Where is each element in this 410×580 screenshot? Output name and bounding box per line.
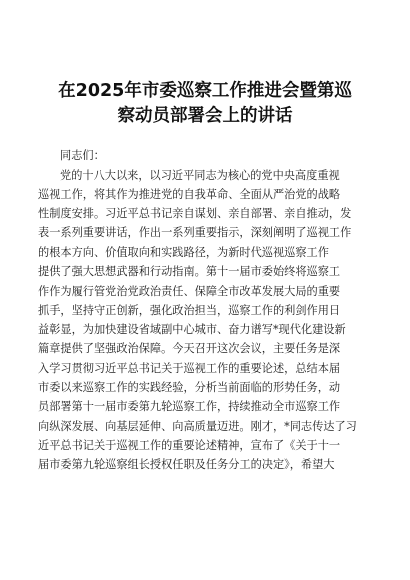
- body-line-12: 市委以来巡察工作的实践经验，分析当前面临的形势任务，动: [38, 381, 341, 394]
- body-line-6: 提供了强大思想武器和行动指南。第十一届市委始终将巡察工: [38, 265, 341, 278]
- greeting: 同志们：: [60, 149, 105, 162]
- body-line-9: 益彰显，为加快建设省域副中心城市、奋力谱写*现代化建设新: [38, 323, 346, 336]
- body-line-8: 抓手，坚持守正创新，强化政治担当，巡察工作的利剑作用日: [38, 304, 341, 317]
- body-line-2: 巡视工作，将其作为推进党的自我革命、全面从严治党的战略: [38, 188, 341, 201]
- body-line-15: 近平总书记关于巡视工作的重要论述精神，宣布了《关于十一: [38, 439, 341, 452]
- body-line-5: 的根本方向、价值取向和实践路径，为新时代巡视巡察工作: [38, 246, 329, 259]
- body-line-11: 入学习贯彻习近平总书记关于巡视工作的重要论述，总结本届: [38, 362, 341, 375]
- body-line-13: 员部署第十一届市委第九轮巡察工作，持续推动全市巡察工作: [38, 400, 341, 413]
- body-line-4: 表一系列重要讲话，作出一系列重要指示，深刻阐明了巡视工作: [38, 226, 352, 239]
- body-line-16: 届市委第九轮巡察组长授权任职及任务分工的决定》，希望大: [38, 458, 335, 471]
- title-line-1: 在2025年市委巡察工作推进会暨第巡: [58, 81, 352, 101]
- body-line-14: 向纵深发展、向基层延伸、向高质量迈进。刚才，*同志传达了习: [38, 420, 357, 433]
- body-line-7: 作作为履行管党治党政治责任、保障全市改革发展大局的重要: [38, 285, 341, 298]
- body-line-10: 篇章提供了坚强政治保障。今天召开这次会议，主要任务是深: [38, 342, 341, 355]
- body-line-3: 性制度安排。习近平总书记亲自谋划、亲自部署、亲自推动，发: [38, 207, 352, 220]
- document-title: [40, 79, 370, 129]
- title-line-2: 察动员部署会上的讲话: [117, 106, 293, 126]
- body-line-1: 党的十八大以来，以习近平同志为核心的党中央高度重视: [60, 169, 340, 182]
